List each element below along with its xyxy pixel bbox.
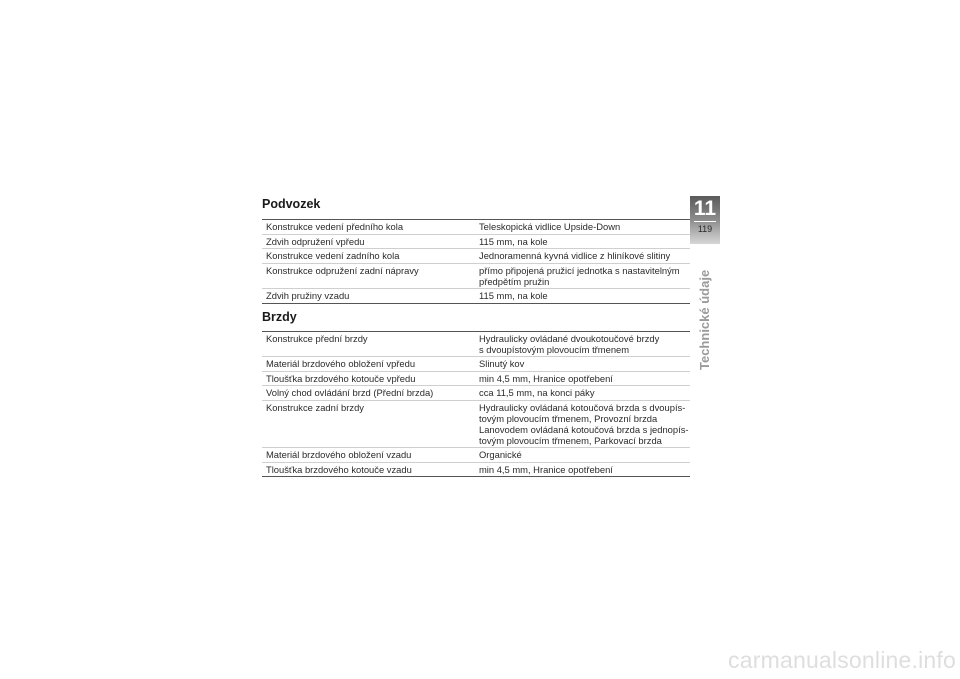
spec-label: Konstrukce vedení předního kola — [262, 220, 475, 235]
spec-value: Jednoramenná kyvná vidlice z hliníkové slitiny — [475, 249, 690, 264]
spec-value: 115 mm, na kole — [479, 290, 548, 301]
table-row — [262, 357, 690, 372]
spec-value: Organické — [475, 448, 690, 463]
spec-label: Zdvih odpružení vpředu — [262, 234, 475, 249]
spec-value: min 4,5 mm, Hranice opotřebení — [479, 463, 613, 475]
spec-value: přímo připojená pružicí jednotka s nastavitelným předpětím pružin — [475, 263, 690, 289]
spec-label: Volný chod ovládání brzd (Přední brzda) — [262, 386, 475, 401]
spec-value: min 4,5 mm, Hranice opotřebení — [475, 371, 690, 386]
spec-label: Konstrukce vedení zadního kola — [262, 249, 475, 264]
chapter-name-vertical: Technické údaje — [697, 269, 712, 370]
spec-value: Teleskopická vidlice Upside-Down — [475, 220, 690, 235]
spec-label: Tloušťka brzdového kotouče vpředu — [262, 371, 475, 386]
table-row — [262, 371, 690, 386]
page-number: 119 — [697, 224, 713, 234]
spec-label: Materiál brzdového obložení vpředu — [262, 357, 475, 372]
spec-label: Materiál brzdového obložení vzadu — [262, 448, 475, 463]
spec-value: Hydraulicky ovládané dvoukotoučové brzdy s dvoupístovým plovoucím třmenem — [475, 331, 690, 357]
spec-value: Slinutý kov — [475, 357, 690, 372]
spec-value: Hydraulicky ovládaná kotoučová brzda s dvoupís- tovým plovoucím třmenem, Provozní brzda Lanovodem ovládaná kotoučová brzda s jednopís- tovým plovoucím třmenem, Parkovací brzda — [475, 400, 690, 448]
spec-table-podvozek — [262, 219, 690, 304]
spec-label: Zdvih pružiny vzadu — [266, 290, 350, 301]
spec-content — [262, 196, 690, 477]
spec-label: Tloušťka brzdového kotouče vzadu — [266, 463, 412, 475]
watermark: carmanualsonline.info — [728, 647, 956, 673]
table-row — [262, 462, 690, 477]
section-title-podvozek: Podvozek — [262, 197, 321, 211]
table-row — [262, 331, 690, 357]
chapter-divider — [694, 221, 716, 222]
spec-label: Konstrukce zadní brzdy — [262, 400, 475, 448]
spec-label: Konstrukce přední brzdy — [262, 331, 475, 357]
section-title-brzdy: Brzdy — [262, 309, 297, 324]
table-row — [262, 386, 690, 401]
table-row — [262, 289, 690, 304]
spec-value: cca 11,5 mm, na konci páky — [475, 386, 690, 401]
table-row — [262, 448, 690, 463]
spec-table-brzdy — [262, 331, 690, 478]
table-row — [262, 263, 690, 289]
table-row — [262, 400, 690, 448]
table-row — [262, 234, 690, 249]
chapter-tab — [690, 196, 720, 244]
spec-value: 115 mm, na kole — [475, 234, 690, 249]
table-row — [262, 249, 690, 264]
table-row — [262, 220, 690, 235]
spec-label: Konstrukce odpružení zadní nápravy — [262, 263, 475, 289]
chapter-number: 11 — [693, 197, 717, 220]
